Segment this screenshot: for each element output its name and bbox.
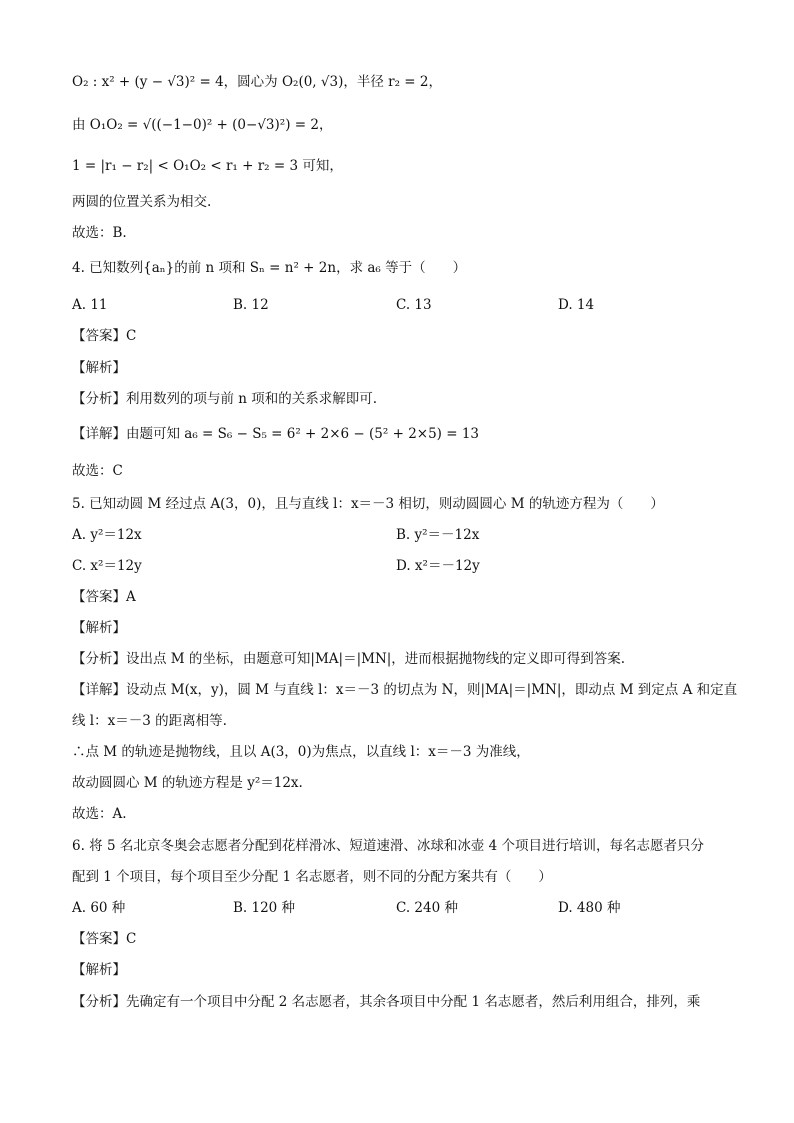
q6-option-c: C. 240 种	[396, 900, 458, 916]
q4-analysis: 【分析】利用数列的项与前 n 项和的关系求解即可.	[72, 391, 378, 407]
q5-analysis: 【分析】设出点 M 的坐标，由题意可知|MA|＝|MN|，进而根据抛物线的定义即可得到答案.	[72, 651, 626, 667]
q5-detail-line-2: 线 l：x＝－3 的距离相等.	[72, 713, 227, 729]
q5-detail-line-1: 【详解】设动点 M(x，y)，圆 M 与直线 l：x＝－3 的切点为 N，则|MA|＝|MN|，即动点 M 到定点 A 和定直	[72, 682, 738, 698]
q4-answer: 【答案】C	[72, 328, 137, 344]
q6-option-d: D. 480 种	[558, 900, 621, 916]
question-4-stem: 4. 已知数列{aₙ}的前 n 项和 Sₙ = n² + 2n，求 a₆ 等于（ ）	[72, 260, 467, 276]
q5-detail-line-3: ∴点 M 的轨迹是抛物线，且以 A(3，0)为焦点，以直线 l：x＝－3 为准线，	[72, 744, 530, 760]
q4-detail: 【详解】由题可知 a₆ = S₆ − S₅ = 6² + 2×6 − (5² + 2×5) = 13	[72, 426, 480, 442]
solution-line-circle-o2: O₂ : x² + (y − √3)² = 4，圆心为 O₂(0, √3)，半径 r₂ = 2，	[72, 74, 442, 90]
solution-line-conclusion: 两圆的位置关系为相交.	[72, 194, 212, 210]
q4-analysis-heading: 【解析】	[72, 360, 126, 376]
q4-option-d: D. 14	[558, 297, 595, 313]
question-5-stem: 5. 已知动圆 M 经过点 A(3，0)，且与直线 l：x＝－3 相切，则动圆圆心 M 的轨迹方程为（ ）	[72, 496, 664, 512]
q6-analysis: 【分析】先确定有一个项目中分配 2 名志愿者，其余各项目中分配 1 名志愿者，然后利用组合，排列，乘	[72, 994, 701, 1010]
q5-option-a: A. y²＝12x	[72, 527, 142, 543]
q5-option-b: B. y²＝－12x	[396, 527, 480, 543]
q5-select: 故选：A.	[72, 806, 127, 822]
q5-answer: 【答案】A	[72, 589, 136, 605]
q5-option-d: D. x²＝－12y	[396, 558, 480, 574]
question-6-stem-line-1: 6. 将 5 名北京冬奥会志愿者分配到花样滑冰、短道速滑、冰球和冰壶 4 个项目进行培训，每名志愿者只分	[72, 838, 705, 854]
q4-option-a: A. 11	[72, 297, 108, 313]
q4-option-b: B. 12	[233, 297, 269, 313]
q6-answer: 【答案】C	[72, 931, 137, 947]
q4-option-c: C. 13	[396, 297, 432, 313]
q5-option-c: C. x²＝12y	[72, 558, 142, 574]
q6-option-a: A. 60 种	[72, 900, 126, 916]
q4-select: 故选：C	[72, 463, 123, 479]
q6-analysis-heading: 【解析】	[72, 962, 126, 978]
q5-analysis-heading: 【解析】	[72, 620, 126, 636]
q5-detail-line-4: 故动圆圆心 M 的轨迹方程是 y²＝12x.	[72, 775, 303, 791]
solution-line-distance: 由 O₁O₂ = √((−1−0)² + (0−√3)²) = 2，	[72, 117, 333, 133]
solution-line-inequality: 1 = |r₁ − r₂| < O₁O₂ < r₁ + r₂ = 3 可知，	[72, 158, 343, 174]
solution-line-select: 故选：B.	[72, 225, 127, 241]
question-6-stem-line-2: 配到 1 个项目，每个项目至少分配 1 名志愿者，则不同的分配方案共有（ ）	[72, 869, 552, 885]
q6-option-b: B. 120 种	[233, 900, 296, 916]
